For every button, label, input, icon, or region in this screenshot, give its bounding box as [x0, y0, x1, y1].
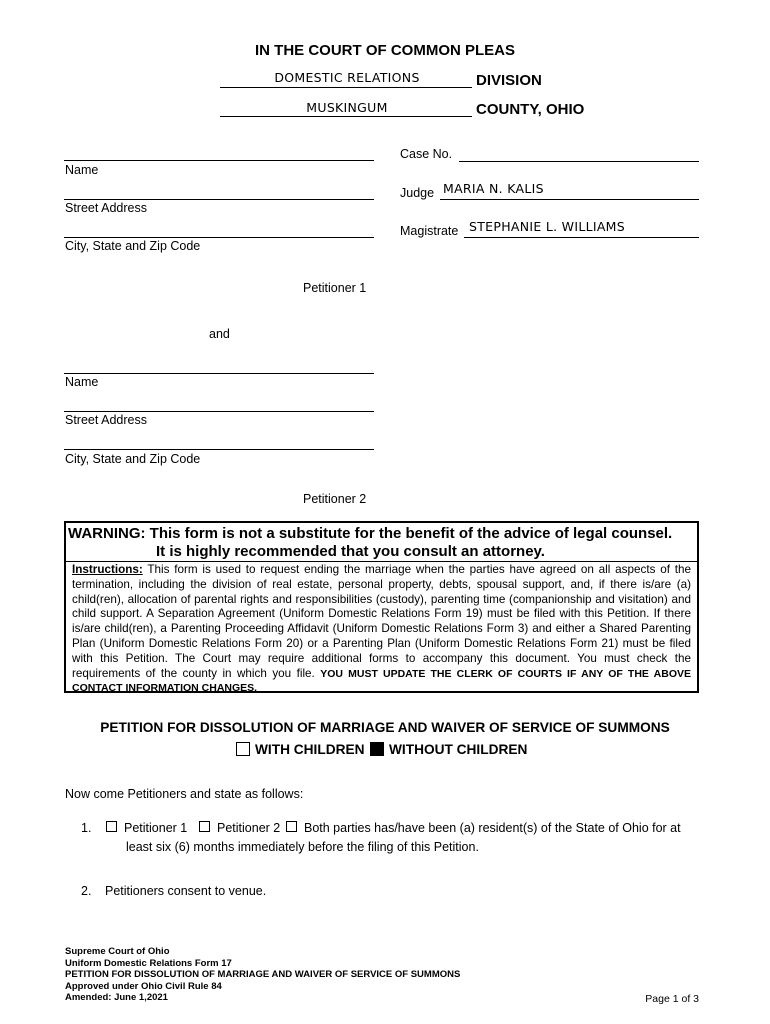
warning-box — [64, 521, 699, 693]
without-children-checkbox[interactable] — [370, 742, 384, 756]
item1-both-checkbox[interactable] — [286, 821, 297, 832]
instructions-paragraph — [72, 563, 691, 696]
petitioner2-city-field[interactable] — [64, 449, 374, 450]
petitioner2-name-field[interactable] — [64, 373, 374, 374]
division-label: DIVISION — [476, 72, 542, 89]
petitioner1-city-field[interactable] — [64, 237, 374, 238]
footer-block — [65, 946, 460, 1004]
page-number: Page 1 of 3 — [645, 993, 699, 1005]
petitioner1-street-label: Street Address — [65, 201, 147, 215]
magistrate-value[interactable]: STEPHANIE L. WILLIAMS — [469, 219, 626, 234]
instructions-label: Instructions: — [72, 563, 143, 576]
footer-line3: PETITION FOR DISSOLUTION OF MARRIAGE AND WAIVER OF SERVICE OF SUMMONS — [65, 969, 461, 981]
item1-line2: least six (6) months immediately before the filing of this Petition. — [126, 840, 479, 854]
without-children-label: WITHOUT CHILDREN — [389, 742, 528, 757]
petitioner1-street-field[interactable] — [64, 199, 374, 200]
petitioner1-role: Petitioner 1 — [303, 281, 367, 295]
intro-text: Now come Petitioners and state as follows: — [65, 787, 304, 801]
warning-line2: It is highly recommended that you consult an attorney. — [156, 543, 545, 560]
case-no-field[interactable] — [459, 143, 699, 162]
petitioner1-city-label: City, State and Zip Code — [65, 239, 201, 253]
item1-petitioner1-label: Petitioner 1 — [124, 821, 188, 835]
county-underline — [220, 116, 472, 117]
petitioner2-street-field[interactable] — [64, 411, 374, 412]
judge-label: Judge — [400, 186, 435, 200]
petitioner2-name-label: Name — [65, 375, 99, 389]
instructions-caps: YOU MUST UPDATE THE CLERK OF COURTS IF ANY OF THE ABOVE CONTACT INFORMATION CHANGES. — [72, 667, 691, 695]
item2-text: Petitioners consent to venue. — [105, 884, 267, 898]
with-children-checkbox[interactable] — [236, 742, 250, 756]
county-value[interactable]: MUSKINGUM — [306, 100, 388, 115]
with-children-label: WITH CHILDREN — [255, 742, 365, 757]
court-title: IN THE COURT OF COMMON PLEAS — [255, 42, 515, 59]
judge-value[interactable]: MARIA N. KALIS — [443, 181, 544, 196]
footer-line5: Amended: June 1,2021 — [65, 992, 168, 1004]
petitioner1-name-label: Name — [65, 163, 99, 177]
judge-underline — [440, 199, 699, 200]
petitioner2-street-label: Street Address — [65, 413, 147, 427]
item1-petitioner2-label: Petitioner 2 — [217, 821, 281, 835]
warning-line1: WARNING: This form is not a substitute for the benefit of the advice of legal counsel. — [68, 525, 673, 542]
warning-divider — [66, 561, 697, 562]
petition-title: PETITION FOR DISSOLUTION OF MARRIAGE AND WAIVER OF SERVICE OF SUMMONS — [100, 720, 670, 735]
item1-petitioner1-checkbox[interactable] — [106, 821, 117, 832]
petitioner2-city-label: City, State and Zip Code — [65, 452, 201, 466]
instructions-text: This form is used to request ending the marriage when the parties have agreed on all aspects of the termination, including the division of real estate, personal property, debts, spousal support, and, if there is/are (a) child(ren), allocation of parental rights and responsibilities (custody), parenting time (companionship and visitation) and child support. A Separation Agreement (Uniform Domestic Relations Form 19) must be filed with this Petition. If there is/are child(ren), a Parenting Proceeding Affidavit (Uniform Domestic Relations Form 3) and either a Shared Parenting Plan (Uniform Domestic Relations Form 20) or a Parenting Plan (Uniform Domestic Relations Form 21) must be filed with this Petition. The Court may require additional forms to accompany this document. You must check the requirements of the county in which you file. — [72, 563, 691, 680]
item2-number: 2. — [81, 884, 92, 898]
item1-petitioner2-checkbox[interactable] — [199, 821, 210, 832]
and-label: and — [209, 327, 230, 341]
county-label: COUNTY, OHIO — [476, 101, 585, 118]
case-no-label: Case No. — [400, 147, 453, 161]
footer-line2: Uniform Domestic Relations Form 17 — [65, 957, 232, 969]
footer-line4: Approved under Ohio Civil Rule 84 — [65, 980, 222, 992]
item1-number: 1. — [81, 821, 92, 835]
magistrate-label: Magistrate — [400, 224, 459, 238]
petitioner2-role: Petitioner 2 — [303, 492, 367, 506]
footer-line1: Supreme Court of Ohio — [65, 946, 170, 957]
division-underline — [220, 87, 472, 88]
magistrate-underline — [464, 237, 699, 238]
division-value[interactable]: DOMESTIC RELATIONS — [274, 70, 420, 85]
item1-both-text: Both parties has/have been (a) resident(s) of the State of Ohio for at — [304, 821, 681, 835]
petitioner1-name-field[interactable] — [64, 160, 374, 161]
